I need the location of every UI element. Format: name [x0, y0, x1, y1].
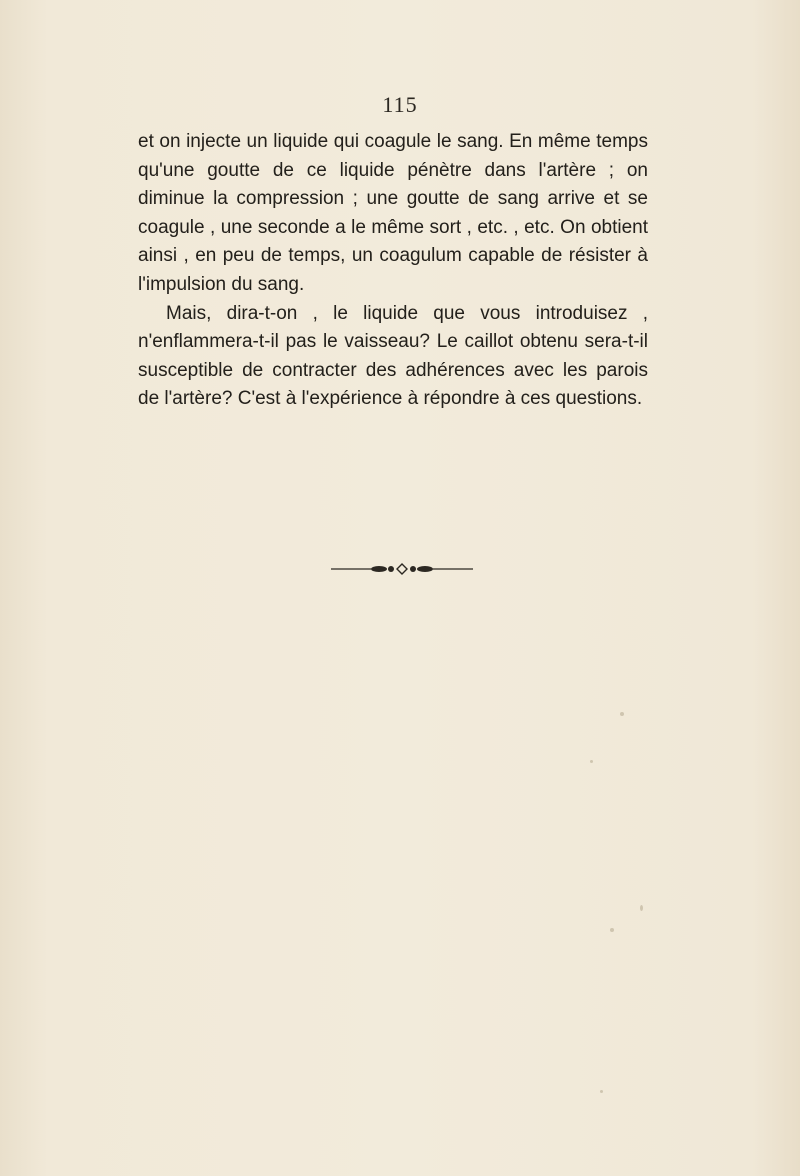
- page-number: 115: [382, 92, 418, 117]
- paper-speck: [610, 928, 614, 932]
- paragraph-2: Mais, dira-t-on , le liquide que vous introduisez , n'enflammera-t-il pas le vaisseau? Le caillot obtenu sera-t-il susceptible de contracter des adhérences avec les parois de l'artère? C'est à l'expérience à répondre à ces questions.: [138, 302, 648, 410]
- paper-speck: [620, 712, 624, 716]
- paragraph-1: et on injecte un liquide qui coagule le sang. En même temps qu'une goutte de ce liquide pénètre dans l'artère ; on diminue la compression ; une goutte de sang arrive et se coagule , une seconde a le même sort , etc. , etc. On obtient ainsi , en peu de temps, un coagulum capable de résister à l'impulsion du sang.: [138, 131, 648, 295]
- ornament-divider-icon: [331, 562, 473, 576]
- paper-speck: [640, 905, 643, 911]
- body-text: [138, 128, 648, 414]
- paper-speck: [590, 760, 593, 763]
- paper-speck: [600, 1090, 603, 1093]
